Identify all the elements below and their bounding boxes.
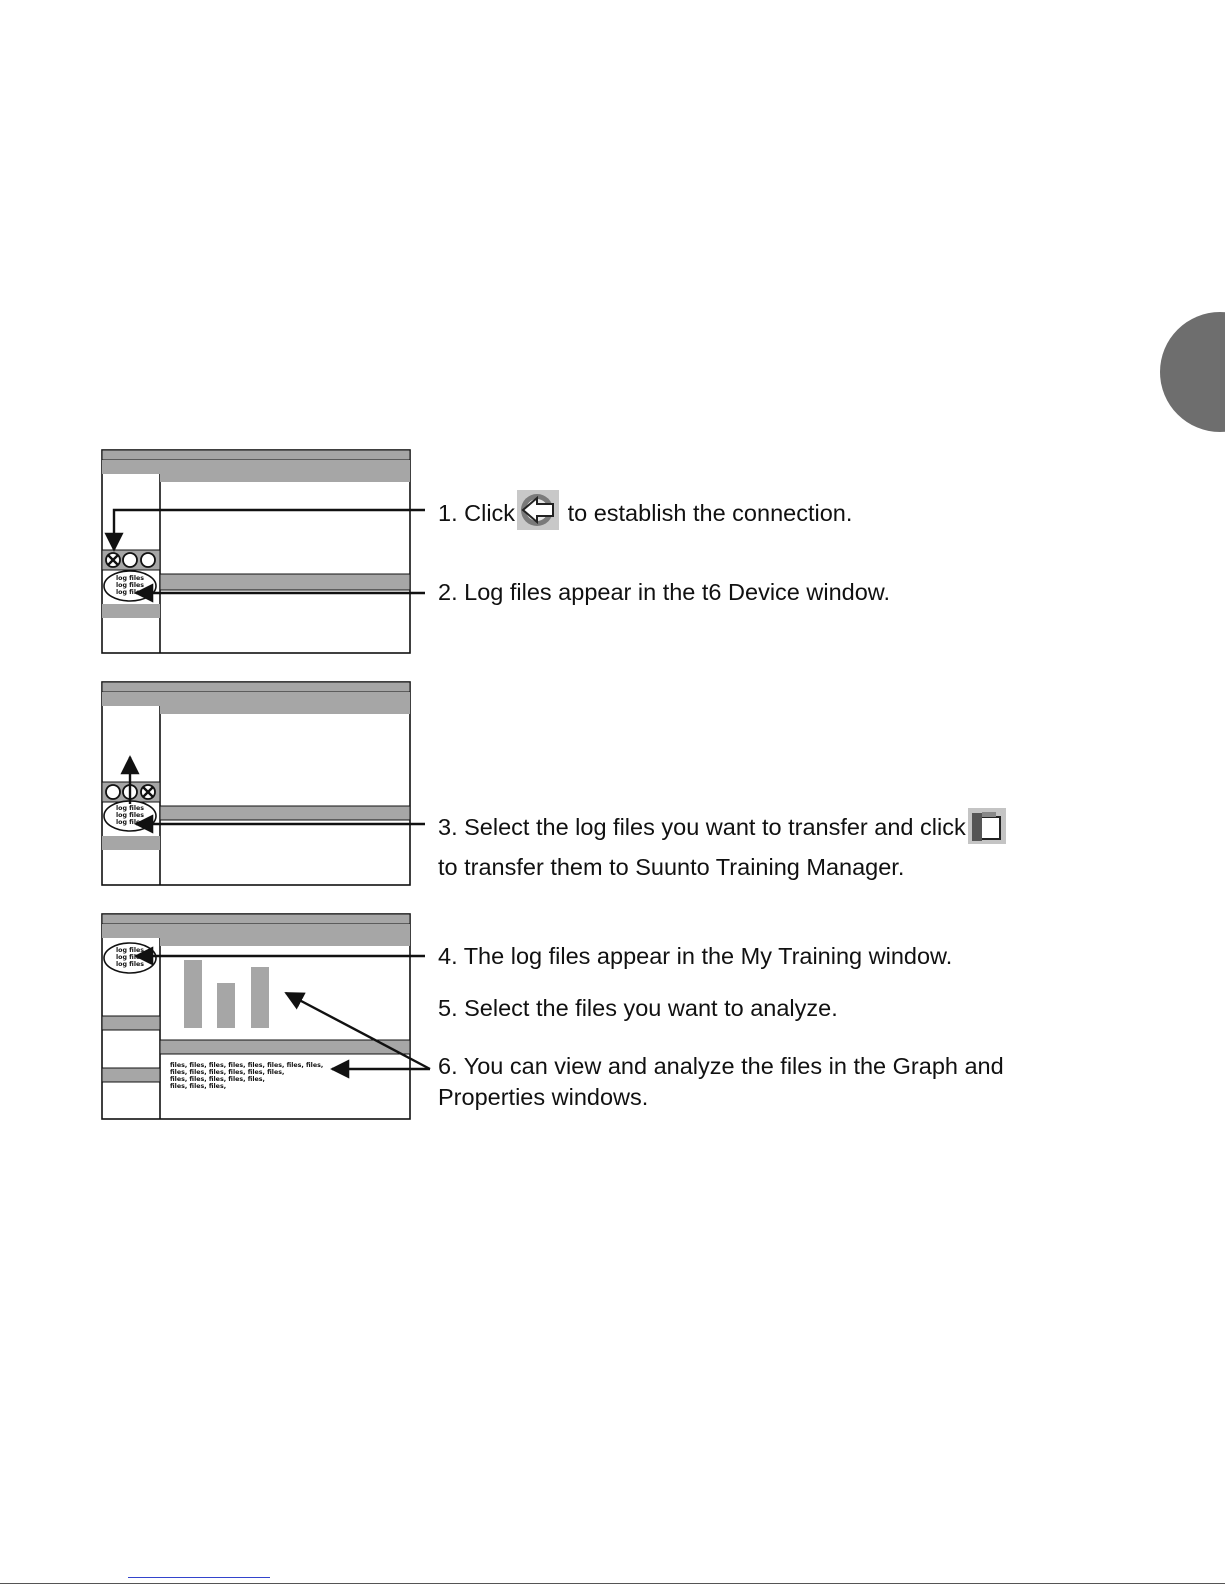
device-button-x-icon bbox=[106, 553, 120, 567]
step-3-line1: 3. Select the log files you want to transfer and click bbox=[438, 814, 966, 840]
log-files-label: log files bbox=[116, 947, 145, 954]
step-3-line2: to transfer them to Suunto Training Manager. bbox=[438, 854, 905, 880]
step-1-before: 1. Click bbox=[438, 500, 516, 526]
window-3-my-training bbox=[102, 914, 430, 1119]
log-files-label: log files bbox=[116, 812, 145, 819]
step-5-text: 5. Select the files you want to analyze. bbox=[438, 995, 838, 1021]
properties-text-line: files, files, files, files, files, files, files, files, bbox=[170, 1062, 324, 1069]
step-6-line1: 6. You can view and analyze the files in the Graph and bbox=[438, 1053, 1004, 1079]
graph-bar bbox=[217, 983, 235, 1028]
step-6-line2: Properties windows. bbox=[438, 1084, 649, 1110]
step-4-text: 4. The log files appear in the My Training window. bbox=[438, 943, 953, 969]
window-2-transfer bbox=[102, 682, 425, 885]
graph-bar bbox=[184, 960, 202, 1028]
log-files-label: log files bbox=[116, 805, 145, 812]
properties-text-line: files, files, files, files, files, files, bbox=[170, 1069, 285, 1076]
log-files-label: log files bbox=[116, 954, 145, 961]
footer-link-underline bbox=[128, 1577, 270, 1578]
step-2-text: 2. Log files appear in the t6 Device window. bbox=[438, 579, 890, 605]
footer-rule bbox=[0, 1583, 1225, 1584]
device-button-circle-icon bbox=[123, 553, 137, 567]
graph-bar bbox=[251, 967, 269, 1028]
step-1-after: to establish the connection. bbox=[561, 500, 853, 526]
log-files-label: log files bbox=[116, 575, 145, 582]
log-files-label: log files bbox=[116, 582, 145, 589]
device-button-circle-icon bbox=[106, 785, 120, 799]
window-1-device-connect bbox=[102, 450, 425, 653]
device-button-x-icon bbox=[141, 785, 155, 799]
log-files-label: log files bbox=[116, 819, 145, 826]
log-files-label: log files bbox=[116, 589, 145, 596]
properties-text-line: files, files, files, bbox=[170, 1083, 227, 1090]
device-button-circle-icon bbox=[141, 553, 155, 567]
log-files-label: log files bbox=[116, 961, 145, 968]
properties-text-line: files, files, files, files, files, bbox=[170, 1076, 265, 1083]
